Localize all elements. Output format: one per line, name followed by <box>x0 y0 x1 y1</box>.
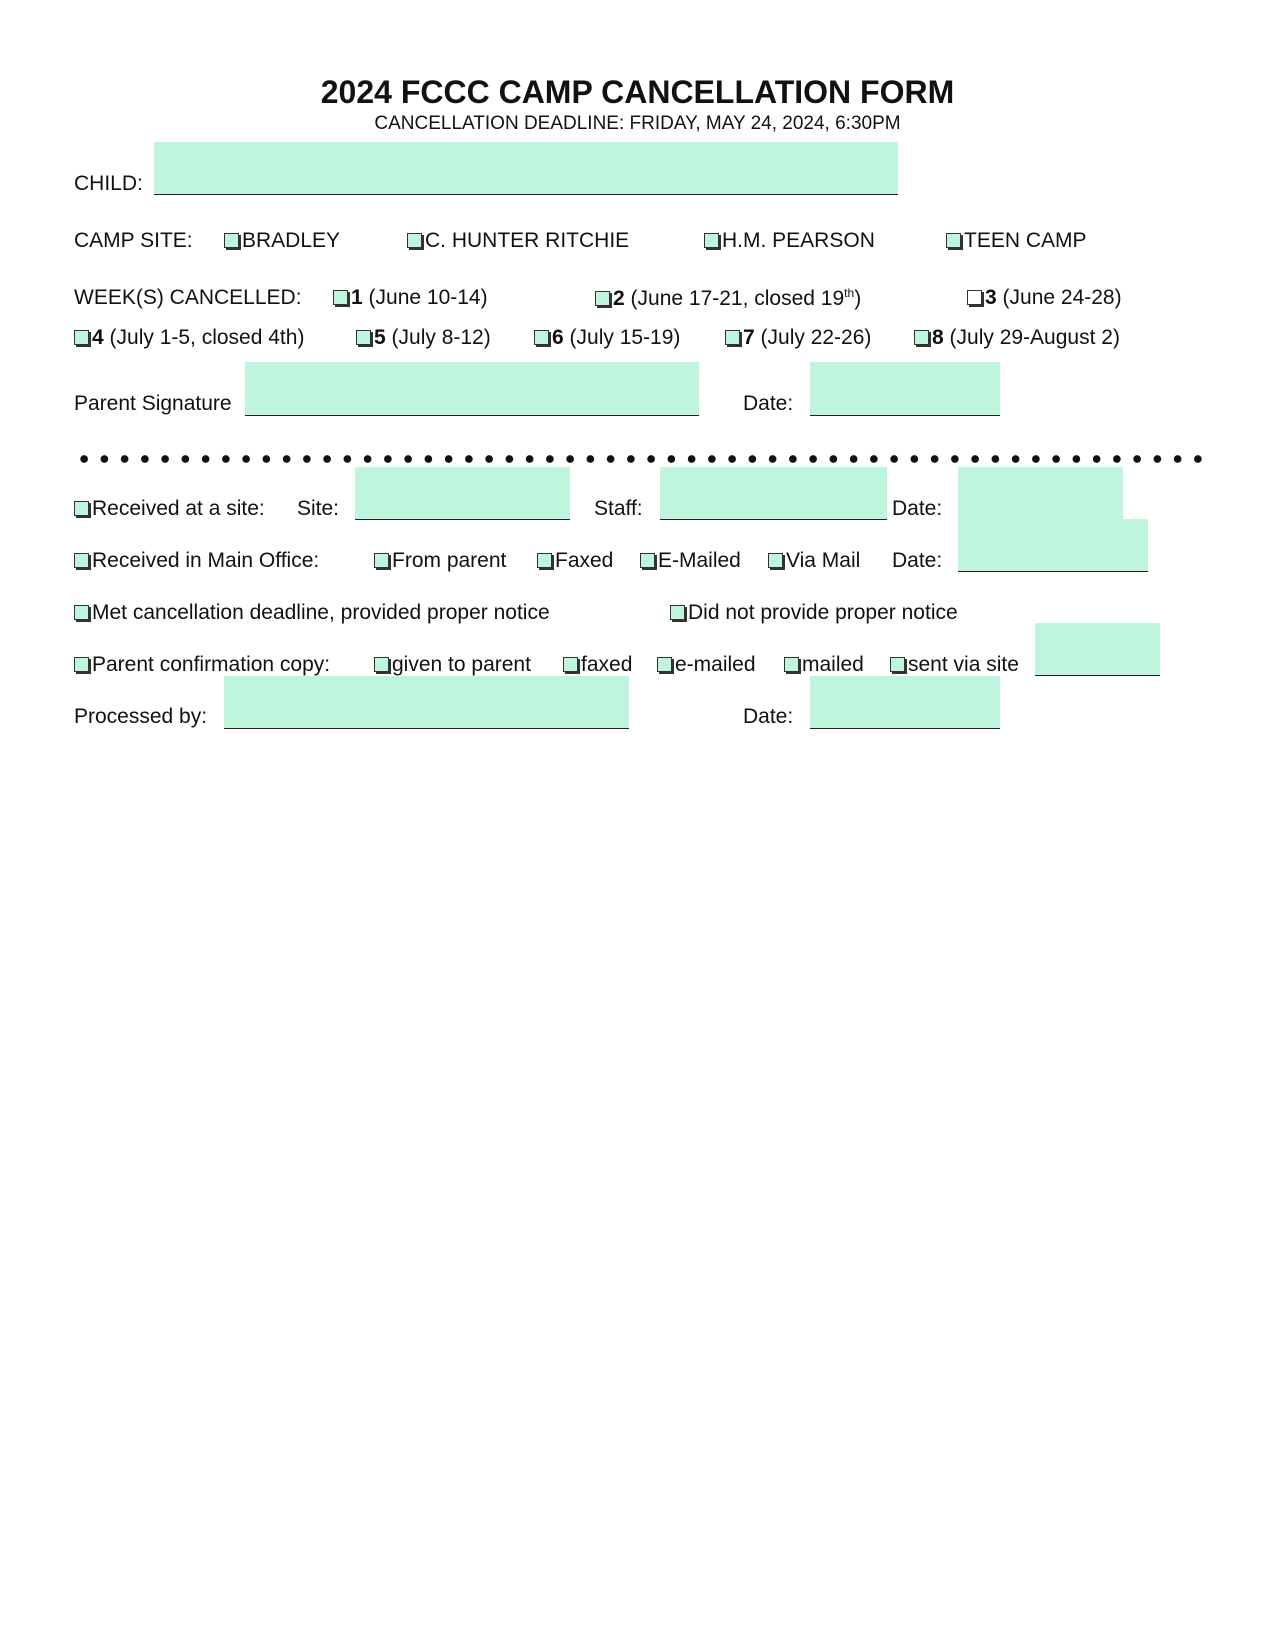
parent-confirmation-copy[interactable]: Parent confirmation copy: <box>74 653 330 677</box>
child-name-field[interactable] <box>154 142 898 195</box>
checkbox-icon[interactable] <box>74 657 89 672</box>
checkbox-icon[interactable] <box>74 605 89 620</box>
checkbox-icon[interactable] <box>374 657 389 672</box>
no-notice-option[interactable]: Did not provide proper notice <box>670 601 958 625</box>
processed-by-field[interactable] <box>224 676 629 729</box>
site-option-bradley[interactable]: BRADLEY <box>224 229 340 253</box>
week-option-5[interactable]: 5 (July 8-12) <box>356 326 491 350</box>
checkbox-icon[interactable] <box>595 291 610 306</box>
checkbox-icon[interactable] <box>640 553 655 568</box>
weeks-cancelled-label: WEEK(S) CANCELLED: <box>74 286 302 309</box>
checkbox-icon[interactable] <box>74 501 89 516</box>
received-site-date-field[interactable] <box>958 467 1123 520</box>
site-option-hm-pearson[interactable]: H.M. PEARSON <box>704 229 875 253</box>
checkbox-icon[interactable] <box>74 553 89 568</box>
cancellation-deadline: CANCELLATION DEADLINE: FRIDAY, MAY 24, 2024, 6:30PM <box>374 113 901 134</box>
checkbox-icon[interactable] <box>890 657 905 672</box>
staff-field[interactable] <box>660 467 887 520</box>
checkbox-icon[interactable] <box>946 233 961 248</box>
week-option-7[interactable]: 7 (July 22-26) <box>725 326 871 350</box>
dotted-divider <box>74 455 1207 463</box>
staff-label: Staff: <box>594 497 643 520</box>
confirm-option-mailed[interactable]: mailed <box>784 653 864 677</box>
processed-date-label: Date: <box>743 705 794 728</box>
camp-site-label: CAMP SITE: <box>74 229 193 252</box>
received-main-date-field[interactable] <box>958 519 1148 572</box>
parent-signature-label: Parent Signature <box>74 392 232 415</box>
week-option-3[interactable]: 3 (June 24-28) <box>967 286 1122 310</box>
processed-by-label: Processed by: <box>74 705 208 728</box>
sent-via-site-field[interactable] <box>1035 623 1160 676</box>
signature-date-field[interactable] <box>810 362 1000 416</box>
checkbox-icon[interactable] <box>704 233 719 248</box>
checkbox-icon[interactable] <box>534 330 549 345</box>
site-option-hunter-ritchie[interactable]: C. HUNTER RITCHIE <box>407 229 629 253</box>
confirm-option-emailed[interactable]: e-mailed <box>657 653 756 677</box>
received-main-office[interactable]: Received in Main Office: <box>74 549 319 573</box>
week-option-6[interactable]: 6 (July 15-19) <box>534 326 680 350</box>
week-option-2[interactable]: 2 (June 17-21, closed 19th) <box>595 286 861 311</box>
week-option-4[interactable]: 4 (July 1-5, closed 4th) <box>74 326 304 350</box>
site-option-teen-camp[interactable]: TEEN CAMP <box>946 229 1087 253</box>
checkbox-icon[interactable] <box>537 553 552 568</box>
main-option-via-mail[interactable]: Via Mail <box>768 549 860 573</box>
checkbox-icon[interactable] <box>670 605 685 620</box>
checkbox-icon[interactable] <box>356 330 371 345</box>
checkbox-icon[interactable] <box>563 657 578 672</box>
confirm-option-sent-via-site[interactable]: sent via site <box>890 653 1019 677</box>
processed-date-field[interactable] <box>810 676 1000 729</box>
parent-signature-field[interactable] <box>245 362 699 416</box>
site-label: Site: <box>297 497 340 520</box>
week-option-1[interactable]: 1 (June 10-14) <box>333 286 488 310</box>
confirm-option-faxed[interactable]: faxed <box>563 653 632 677</box>
child-label: CHILD: <box>74 172 143 195</box>
checkbox-icon[interactable] <box>74 330 89 345</box>
form-title: 2024 FCCC CAMP CANCELLATION FORM <box>320 74 955 110</box>
received-site-date-label: Date: <box>892 497 943 520</box>
checkbox-icon[interactable] <box>333 290 348 305</box>
checkbox-icon[interactable] <box>784 657 799 672</box>
checkbox-icon[interactable] <box>768 553 783 568</box>
checkbox-icon[interactable] <box>407 233 422 248</box>
main-option-emailed[interactable]: E-Mailed <box>640 549 741 573</box>
received-main-date-label: Date: <box>892 549 943 572</box>
site-field[interactable] <box>355 467 570 520</box>
signature-date-label: Date: <box>743 392 794 415</box>
main-option-from-parent[interactable]: From parent <box>374 549 506 573</box>
checkbox-icon[interactable] <box>224 233 239 248</box>
checkbox-icon[interactable] <box>967 290 982 305</box>
checkbox-icon[interactable] <box>725 330 740 345</box>
confirm-option-given-to-parent[interactable]: given to parent <box>374 653 531 677</box>
checkbox-icon[interactable] <box>914 330 929 345</box>
met-deadline-option[interactable]: Met cancellation deadline, provided proper notice <box>74 601 550 625</box>
week-option-8[interactable]: 8 (July 29-August 2) <box>914 326 1120 350</box>
received-at-site[interactable]: Received at a site: <box>74 497 265 521</box>
checkbox-icon[interactable] <box>374 553 389 568</box>
main-option-faxed[interactable]: Faxed <box>537 549 613 573</box>
checkbox-icon[interactable] <box>657 657 672 672</box>
